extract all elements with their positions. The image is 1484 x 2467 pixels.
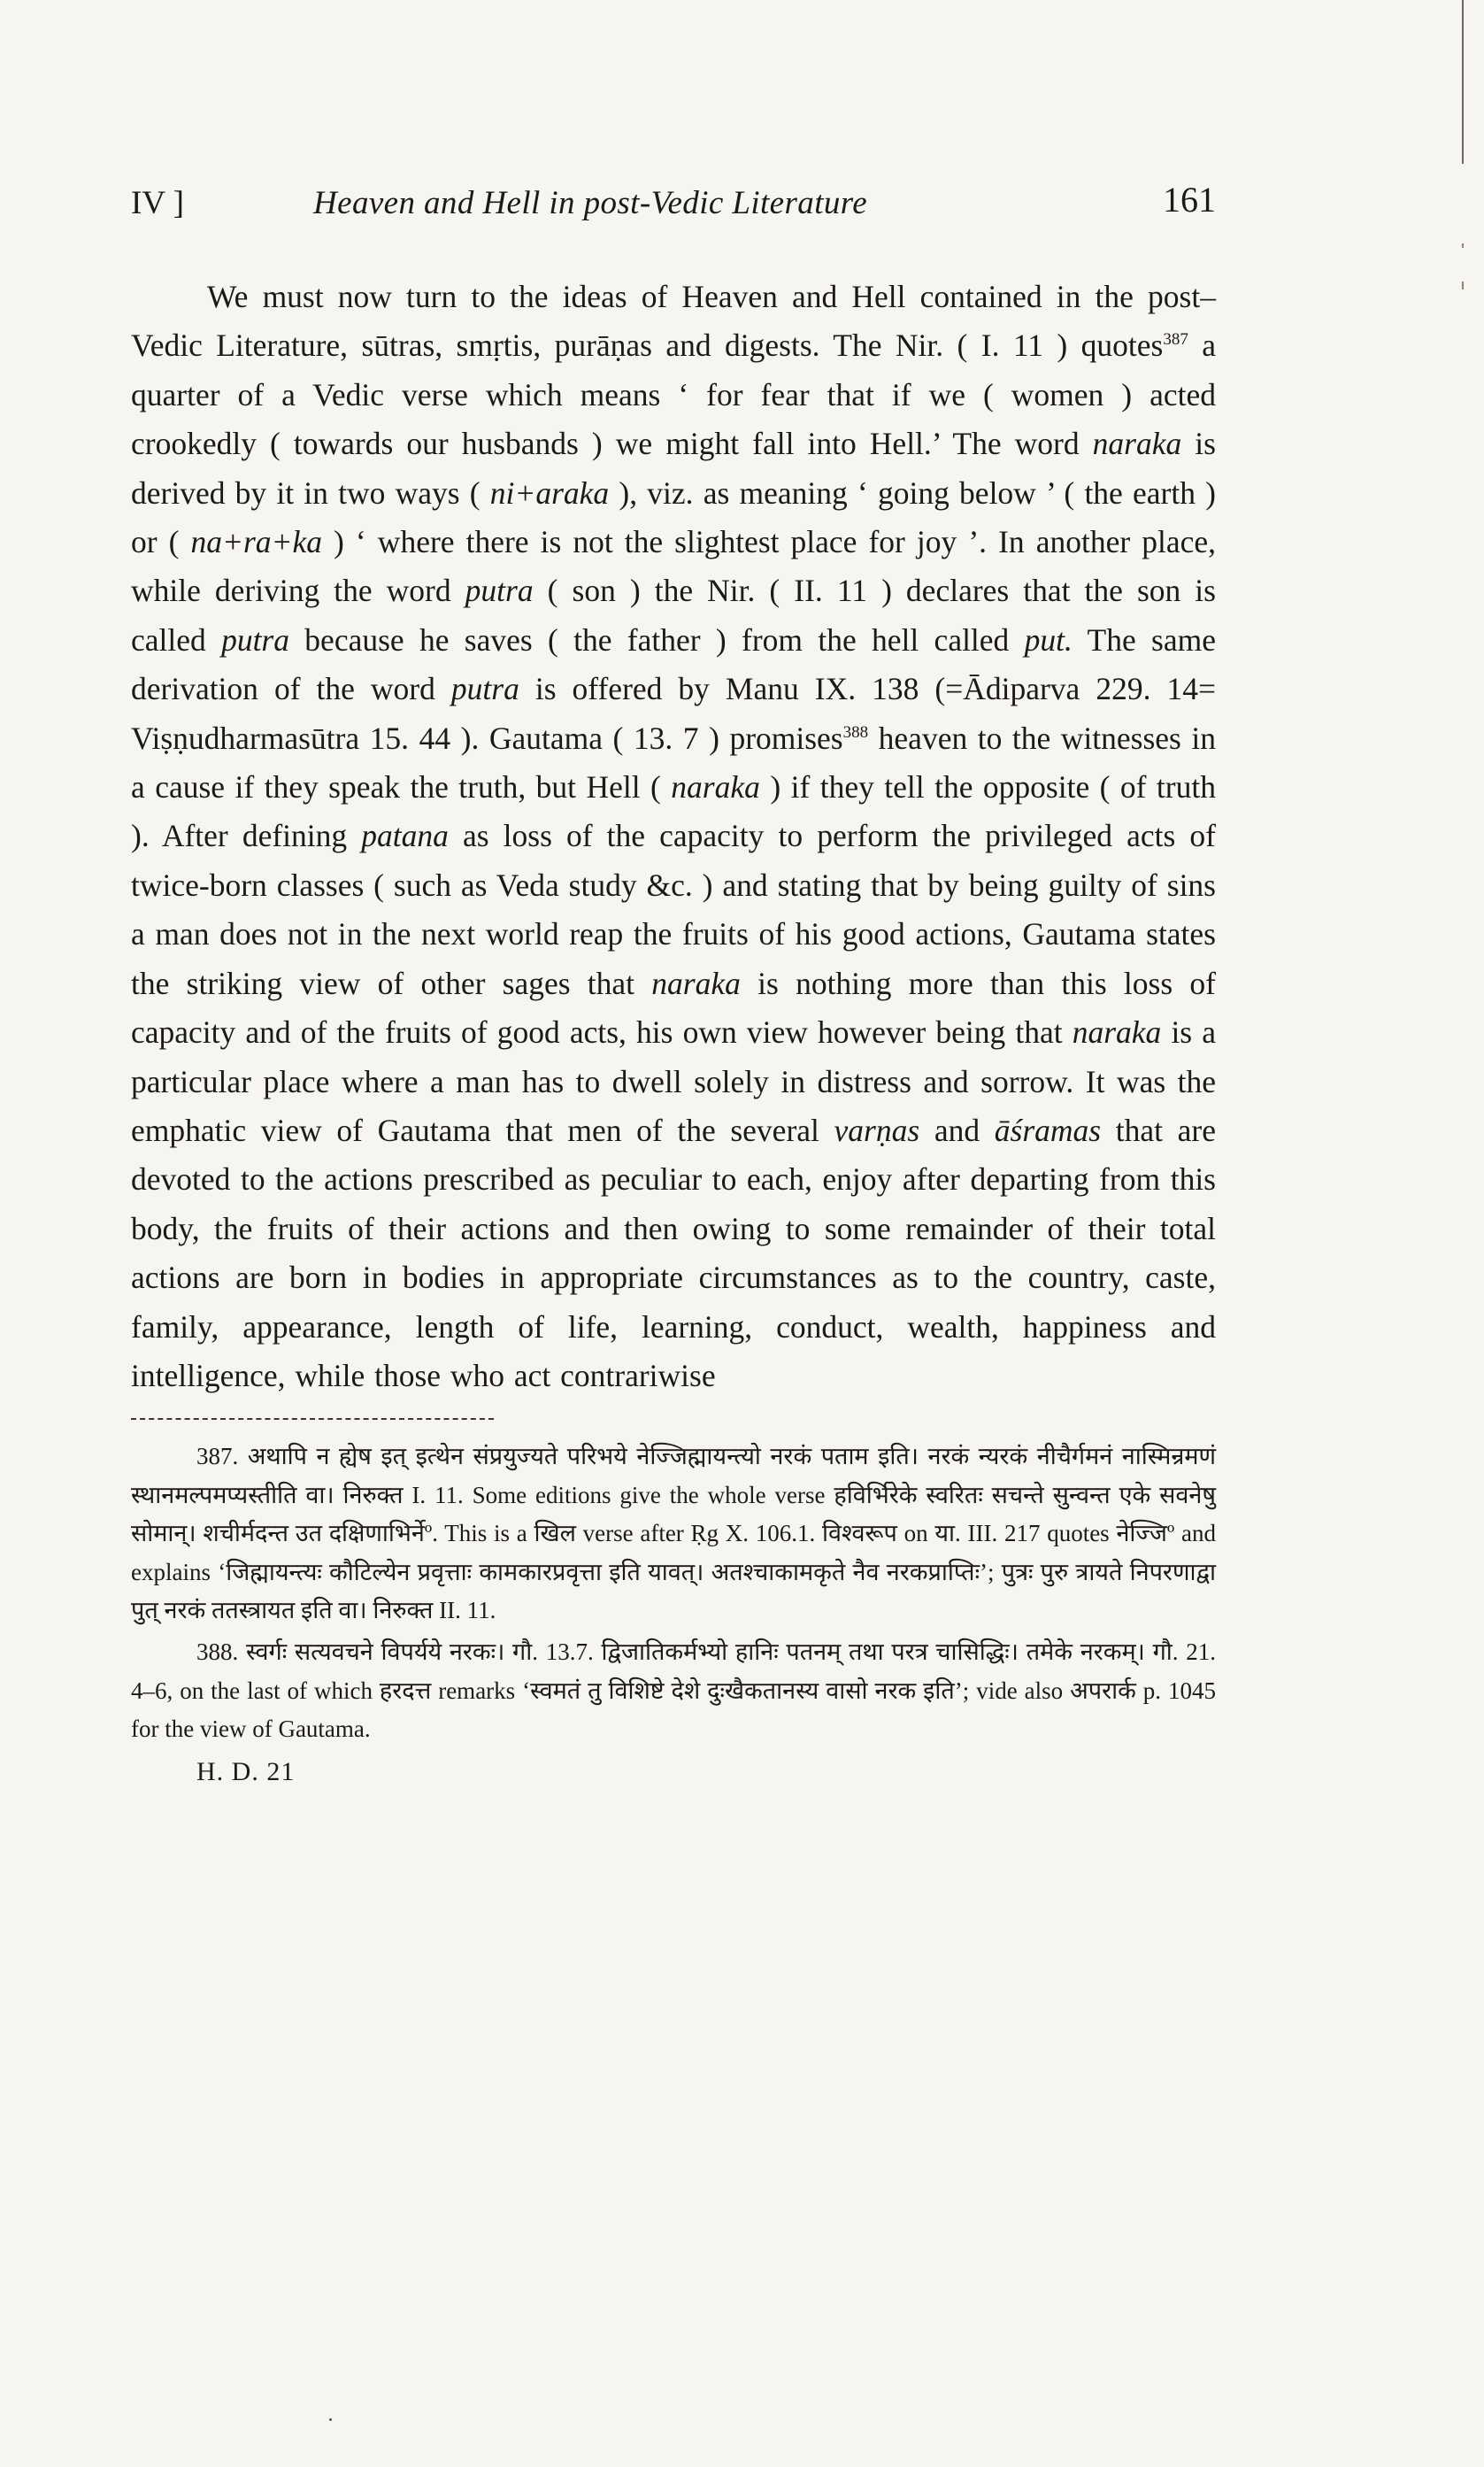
page-edge-line: [1462, 0, 1464, 164]
footnote-divider: [131, 1413, 494, 1420]
signature-mark: H. D. 21: [196, 1756, 296, 1786]
page-edge-mark: [1462, 243, 1464, 248]
footnote-387: 387. अथापि न ह्येष इत् इत्थेन संप्रयुज्यते परिभये नेज्जिह्मायन्त्यो नरकं पताम इति। नरकं न्यरकं नीचैर्गमनं नास्मिन्रमणं स्थानमल्पमप्यस्तीति वा। निरुक्त I. 11. Some editions give the whole verse हविर्भिरेके स्वरितः सचन्ते सुन्वन्त एके सवनेषु सोमान्। शचीर्मदन्त उत दक्षिणाभिर्नेº. This is a खिल verse after Ṛg X. 106.1. विश्वरूप on या. III. 217 quotes नेज्जिº and explains ‘जिह्मायन्त्यः कौटिल्येन प्रवृत्ताः कामकारप्रवृत्ता इति यावत्। अतश्चाकामकृते नैव नरकप्राप्तिः’; पुत्रः पुरु त्रायते निपरणाद्वा पुत् नरकं ततस्त्रायत इति वा। निरुक्त II. 11.: [131, 1443, 1216, 1623]
term-varnas: varṇas: [834, 1112, 920, 1148]
footnote-ref-387[interactable]: 387: [1163, 330, 1188, 350]
term-putra: putra: [221, 621, 289, 658]
term-naraka: naraka: [1092, 426, 1182, 462]
page-number: 161: [1163, 180, 1216, 220]
term-ni-araka: ni+araka: [489, 474, 610, 511]
term-naraka: naraka: [651, 965, 741, 1001]
term-naraka: naraka: [671, 769, 760, 806]
footnote-ref-388[interactable]: 388: [842, 722, 869, 742]
term-na-ra-ka: na+ra+ka: [190, 524, 322, 560]
paper-speck: [329, 2418, 332, 2421]
term-putra: putra: [450, 671, 519, 707]
running-header: [131, 173, 1216, 230]
footnote-388: 388. स्वर्गः सत्यवचने विपर्यये नरकः। गौ. 13.7. द्विजातिकर्मभ्यो हानिः पतनम् तथा परत्र चासिद्धिः। तमेके नरकम्। गौ. 21. 4–6, on the last of which हरदत्त remarks ‘स्वमतं तु विशिष्टे देशे दुःखैकतानस्य वासो नरक इति’; vide also अपरार्क p. 1045 for the view of Gautama.: [131, 1638, 1216, 1743]
term-patana: patana: [361, 818, 449, 854]
main-text: [131, 273, 1216, 1400]
page-edge-mark: [1462, 281, 1464, 289]
term-put: put.: [1024, 621, 1073, 658]
running-title: Heaven and Hell in post-Vedic Literature: [313, 185, 868, 221]
term-naraka: naraka: [1072, 1014, 1162, 1051]
book-page: [131, 173, 1216, 1791]
term-putra: putra: [465, 573, 534, 609]
footnotes: [131, 1438, 1216, 1791]
paragraph: We must now turn to the ideas of Heaven and Hell contained in the post–Vedic Literature, sūtras, smṛtis, purāṇas and digests. The Nir. ( I. 11 ) quotes$^{387}$ a quarter of a Vedic verse which means ‘ for fear that if we ( women ) acted crookedly ( towards our husbands ) we might fall into Hell.’ The word naraka is derived by it in two ways ( ni+araka ), viz. as meaning ‘ going below ’ ( the earth ) or ( na+ra+ka ) ‘ where there is not the slightest place for joy ’. In another place, while deriving the word putra ( son ) the Nir. ( II. 11 ) declares that the son is called putra because he saves ( the father ) from the hell called put. The same derivation of the word putra is offered by Manu IX. 138 (=Ādiparva 229. 14= Viṣṇudharmasūtra 15. 44 ). Gautama ( 13. 7 ) promises$^{388}$ heaven to the witnesses in a cause if they speak the truth, but Hell ( naraka ) if they tell the opposite ( of truth ). After defining patana as loss of the capacity to perform the privileged acts of twice-born classes ( such as Veda study &c. ) and stating that by being guilty of sins a man does not in the next world reap the fruits of his good actions, Gautama states the striking view of other sages that naraka is nothing more than this loss of capacity and of the fruits of good acts, his own view however being that naraka is a particular place where a man has to dwell solely in distress and sorrow. It was the emphatic view of Gautama that men of the several varṇas and āśramas that are devoted to the actions prescribed as peculiar to each, enjoy after departing from this body, the fruits of their actions and then owing to some remainder of their total actions are born in bodies in appropriate circumstances as to the country, caste, family, appearance, length of life, learning, conduct, wealth, happiness and intelligence, while those who act contrariwise: [131, 279, 1217, 1393]
section-number: IV ]: [131, 185, 184, 221]
term-asramas: āśramas: [994, 1112, 1102, 1148]
